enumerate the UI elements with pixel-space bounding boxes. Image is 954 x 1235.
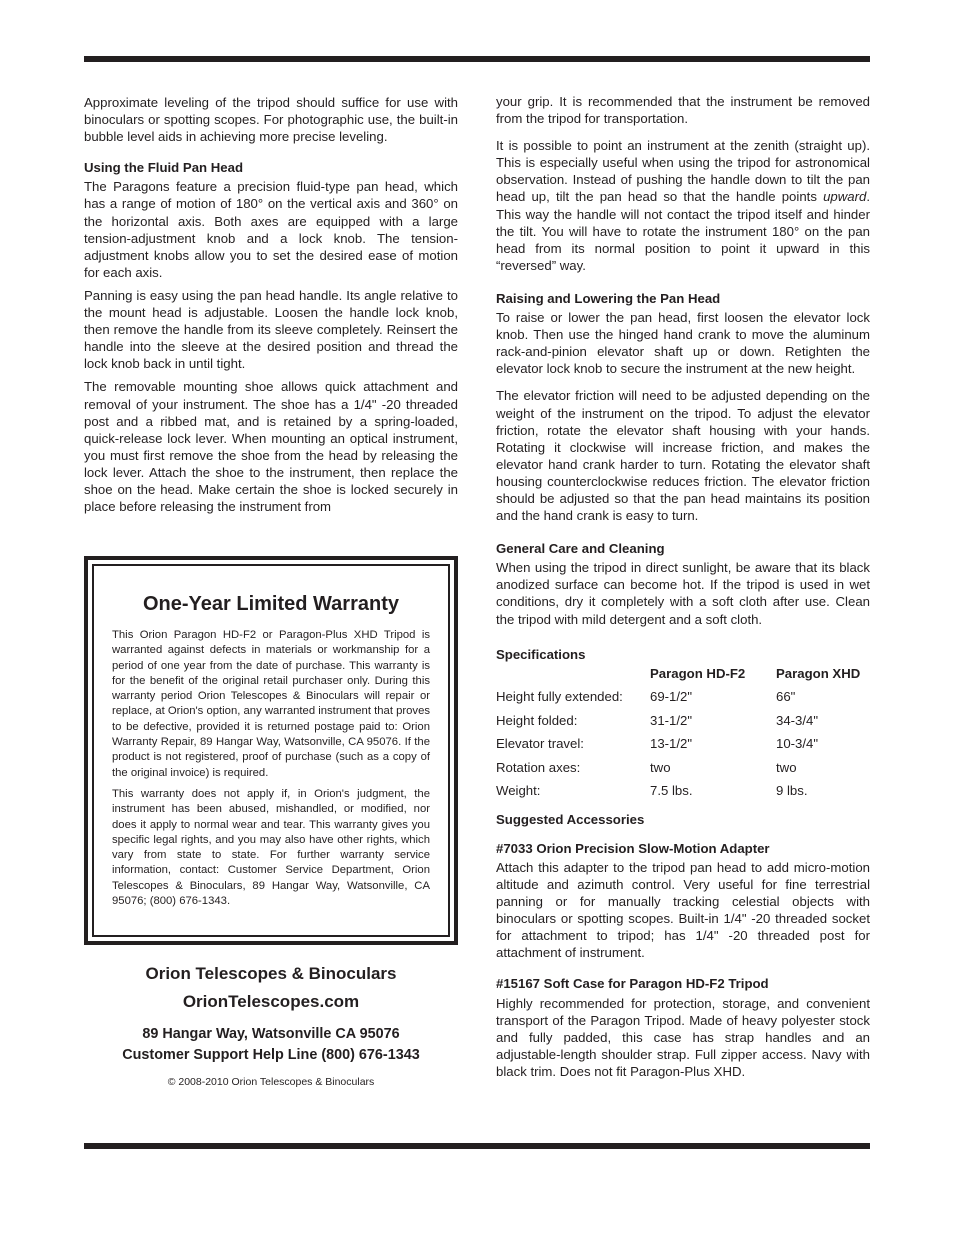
warranty-paragraph-2: This warranty does not apply if, in Orion's judgment, the instrument has been abused, mishandled, or modified, nor does it apply to normal wear and tear. This warranty gives you specific legal rights, and you may also have other rights, which vary from state to state. For further warranty service information, contact: Customer Service Department, Orion Telescopes & Binoculars, 89 Hangar Way, Watsonville, CA 95076; (800) 676-1343. <box>112 787 430 908</box>
company-address: 89 Hangar Way, Watsonville CA 95076 <box>142 1026 400 1042</box>
specs-col-xhd: Paragon XHD <box>776 665 861 681</box>
warranty-paragraph-1: This Orion Paragon HD-F2 or Paragon-Plus XHD Tripod is warranted against defects in materials or workmanship for a period of one year from the date of purchase. This warranty is for the benefit of the original retail purchaser only. During this warranty period Orion Telescopes & Binoculars will repair or replace, at Orion's option, any warranted instrument that proves to be defective, provided it is returned postage paid to: Orion Warranty Repair, 89 Hangar Way, Watsonville, CA 95076. If the product is not registered, proof of purchase (such as a copy of the original invoice) is required. <box>112 629 431 779</box>
spec-label: Height folded: <box>496 712 578 728</box>
company-name: Orion Telescopes & Binoculars <box>145 964 397 983</box>
spec-value-xhd: 66" <box>776 689 796 705</box>
spec-label: Height fully extended: <box>496 689 623 705</box>
upward-emphasis: upward <box>823 189 867 205</box>
grip-paragraph: your grip. It is recommended that the instrument be removed from the tripod for transportation. <box>496 94 870 127</box>
spec-value-xhd: 34-3/4" <box>776 712 819 728</box>
fluid-pan-paragraph-3: The removable mounting shoe allows quick attachment and removal of your instrument. The shoe has a 1/4" -20 threaded post and a ribbed mat, and is retained by a spring-loaded, quick-release lock lever. When mounting an optical instrument, you must first remove the shoe from the head by releasing the lock lever. Attach the shoe to the instrument, then replace the shoe on the head. Make certain the shoe is locked securely in place before releasing the instrument from <box>84 379 458 515</box>
spec-label: Weight: <box>496 783 541 799</box>
raise-lower-paragraph-2: The elevator friction will need to be adjusted depending on the weight of the instrument on the tripod. To adjust the elevator friction, rotate the elevator shaft housing with your hands. Rotating it clockwise will increase friction, and makes the elevator hand crank harder to turn. Rotating the elevator shaft housing counterclockwise reduces friction. The elevator friction should be adjusted so that the pan head maintains its position and the hand crank is easy to turn. <box>496 388 870 524</box>
spec-value-hdf2: two <box>650 759 671 775</box>
spec-value-hdf2: 7.5 lbs. <box>650 783 693 799</box>
spec-value-hdf2: 13-1/2" <box>650 736 693 752</box>
company-info <box>84 960 458 1088</box>
raise-lower-paragraph-1: To raise or lower the pan head, first loosen the elevator lock knob. Then use the hinged hand crank to move the aluminum rack-and-pinion elevator shaft up or down. Retighten the elevator lock knob to secure the instrument at the new height. <box>496 310 870 377</box>
table-row <box>496 685 870 709</box>
spec-label: Elevator travel: <box>496 736 584 752</box>
spec-label: Rotation axes: <box>496 759 581 775</box>
warranty-box <box>84 556 458 945</box>
spec-value-xhd: 10-3/4" <box>776 736 819 752</box>
specs-table <box>496 665 870 803</box>
raise-lower-heading: Raising and Lowering the Pan Head <box>496 290 721 306</box>
left-column <box>84 94 458 521</box>
fluid-pan-paragraph-2: Panning is easy using the pan head handle. Its angle relative to the mount head is adjustable. Loosen the handle lock knob, then remove the handle from its sleeve completely. Reinsert the handle into the sleeve at the desired position and thread the lock knob back in until tight. <box>84 287 458 372</box>
accessories-heading: Suggested Accessories <box>496 811 645 827</box>
accessory-15167-title: #15167 Soft Case for Paragon HD-F2 Tripod <box>496 976 769 992</box>
specs-col-hdf2: Paragon HD-F2 <box>650 665 746 681</box>
table-row <box>496 779 870 803</box>
table-row <box>496 732 870 756</box>
spec-value-hdf2: 69-1/2" <box>650 689 693 705</box>
spec-value-xhd: two <box>776 759 797 775</box>
intro-paragraph: Approximate leveling of the tripod should suffice for use with binoculars or spotting scopes. For photographic use, the built-in bubble level aids in achieving more precise leveling. <box>84 95 458 145</box>
accessory-7033-title: #7033 Orion Precision Slow-Motion Adapter <box>496 840 770 856</box>
zenith-paragraph: It is possible to point an instrument at the zenith (straight up). This is especially useful when using the tripod for astronomical observation. Instead of pushing the handle down to tilt the pan head up, tilt the pan head so that the handle points upward. This way the handle will not contact the tripod itself and hinder the tilt. You will have to rotate the instrument 180° on the pan head from its normal position to point it upward in this “reversed” way. <box>496 138 870 273</box>
care-paragraph: When using the tripod in direct sunlight, be aware that its black anodized surface can become hot. If the tripod is used in wet conditions, dry it completely with a soft cloth after use. Clean the tripod with mild detergent and a soft cloth. <box>496 560 870 627</box>
specs-heading: Specifications <box>496 646 586 662</box>
accessory-15167-text: Highly recommended for protection, storage, and convenient transport of the Paragon Tripod. Made of heavy polyester stock and fully padded, this case has strap handles and an adjustable-length shoulder strap. Full zipper access. Navy with black trim. Does not fit Paragon-Plus XHD. <box>496 995 870 1079</box>
copyright: © 2008-2010 Orion Telescopes & Binoculars <box>167 1076 375 1088</box>
warranty-inner-frame <box>92 564 450 937</box>
right-column <box>496 94 870 1086</box>
top-rule <box>84 56 870 62</box>
table-row <box>496 709 870 733</box>
fluid-pan-heading: Using the Fluid Pan Head <box>84 160 243 176</box>
specs-header-row <box>496 665 870 686</box>
spec-value-hdf2: 31-1/2" <box>650 712 693 728</box>
company-support-line: Customer Support Help Line (800) 676-1343 <box>122 1047 420 1063</box>
company-website: OrionTelescopes.com <box>182 992 360 1011</box>
spec-value-xhd: 9 lbs. <box>776 783 808 799</box>
fluid-pan-paragraph-1: The Paragons feature a precision fluid-type pan head, which has a range of motion of 180° on the vertical axis and 360° on the horizontal axis. Both axes are equipped with a large tension-adjustment knob and a lock knob. The tension-adjustment knobs allow you to set the desired ease of motion for each axis. <box>84 179 458 280</box>
care-heading: General Care and Cleaning <box>496 541 665 557</box>
bottom-rule <box>84 1143 870 1149</box>
table-row <box>496 756 870 780</box>
accessory-7033-text: Attach this adapter to the tripod pan head to add micro-motion altitude and azimuth control. Very useful for fine terrestrial panning or for manually tracking celestial objects with binoculars or spotting scopes. Built-in 1/4" -20 threaded socket for attachment to tripod; has 1/4" -20 threaded post for attachment of instrument. <box>496 859 870 961</box>
warranty-title: One-Year Limited Warranty <box>143 593 399 615</box>
